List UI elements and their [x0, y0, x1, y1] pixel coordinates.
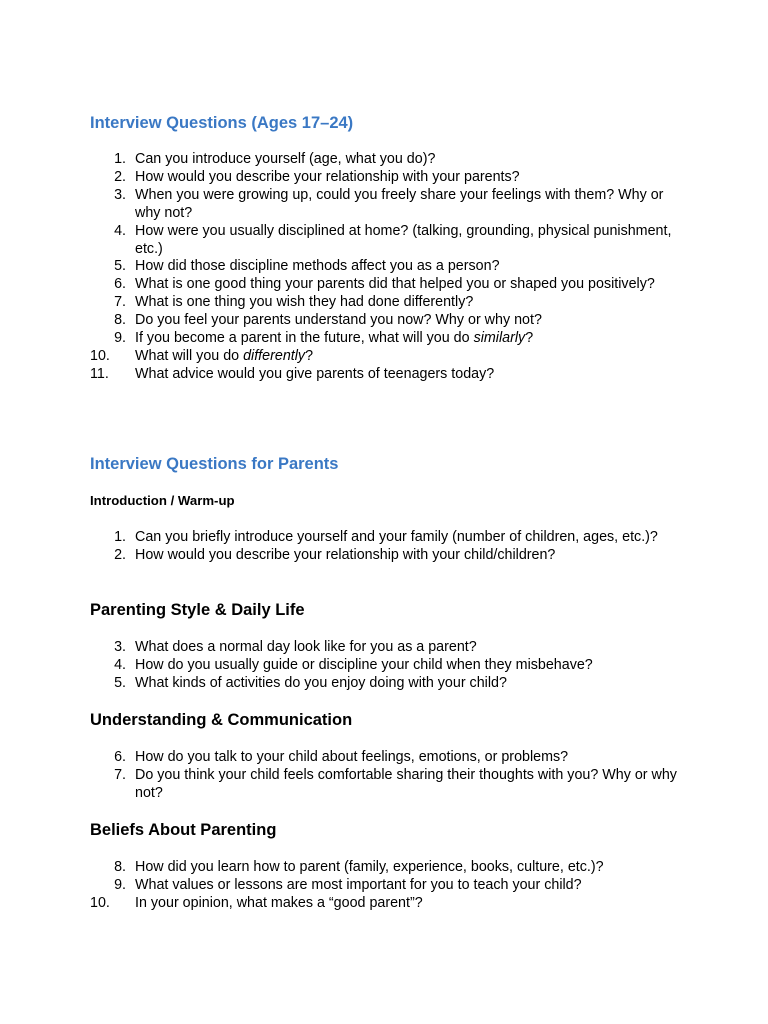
communication-heading: Understanding & Communication — [90, 711, 353, 729]
list-item: 4. How were you usually disciplined at home? (talking, grounding, physical punishment, etc.) — [114, 222, 672, 257]
communication-question-list — [90, 749, 690, 803]
intro-heading: Introduction / Warm-up — [90, 493, 235, 508]
intro-question-list — [90, 529, 690, 565]
list-item: 10. What will you do differently? — [90, 347, 314, 364]
list-item: 9. If you become a parent in the future, what will you do similarly? — [114, 330, 534, 347]
beliefs-heading: Beliefs About Parenting — [90, 821, 277, 839]
list-item: 7. What is one thing you wish they had done differently? — [114, 294, 474, 311]
list-item: 5. How did those discipline methods affect you as a person? — [114, 258, 500, 275]
beliefs-question-list — [90, 859, 690, 913]
list-item: 3. What does a normal day look like for you as a parent? — [114, 639, 477, 655]
list-item: 10. In your opinion, what makes a “good parent”? — [90, 894, 423, 911]
list-item: 3. When you were growing up, could you freely share your feelings with them? Why or why not? — [114, 186, 664, 221]
list-item: 11. What advice would you give parents of teenagers today? — [90, 365, 495, 382]
list-item: 7. Do you think your child feels comfortable sharing their thoughts with you? Why or why not? — [114, 766, 677, 801]
list-item: 1. Can you introduce yourself (age, what you do)? — [114, 151, 436, 167]
list-item: 2. How would you describe your relationship with your parents? — [114, 168, 520, 185]
list-item: 8. How did you learn how to parent (family, experience, books, culture, etc.)? — [114, 859, 604, 875]
list-item: 2. How would you describe your relationship with your child/children? — [114, 546, 556, 563]
list-item: 6. How do you talk to your child about feelings, emotions, or problems? — [114, 749, 569, 765]
section1-title: Interview Questions (Ages 17–24) — [90, 114, 354, 132]
section1-question-list — [90, 151, 690, 384]
list-item: 8. Do you feel your parents understand you now? Why or why not? — [114, 312, 542, 329]
emphasis-text: similarly — [473, 330, 526, 347]
section2-title: Interview Questions for Parents — [90, 455, 339, 473]
list-item: 1. Can you briefly introduce yourself and your family (number of children, ages, etc.)? — [114, 529, 658, 545]
list-item: 5. What kinds of activities do you enjoy doing with your child? — [114, 674, 507, 691]
style-question-list — [90, 639, 690, 693]
list-item: 9. What values or lessons are most important for you to teach your child? — [114, 876, 582, 893]
parenting-style-heading: Parenting Style & Daily Life — [90, 601, 305, 619]
list-item: 4. How do you usually guide or discipline your child when they misbehave? — [114, 656, 593, 673]
emphasis-text: differently — [243, 347, 306, 364]
list-item: 6. What is one good thing your parents did that helped you or shaped you positively? — [114, 276, 655, 293]
